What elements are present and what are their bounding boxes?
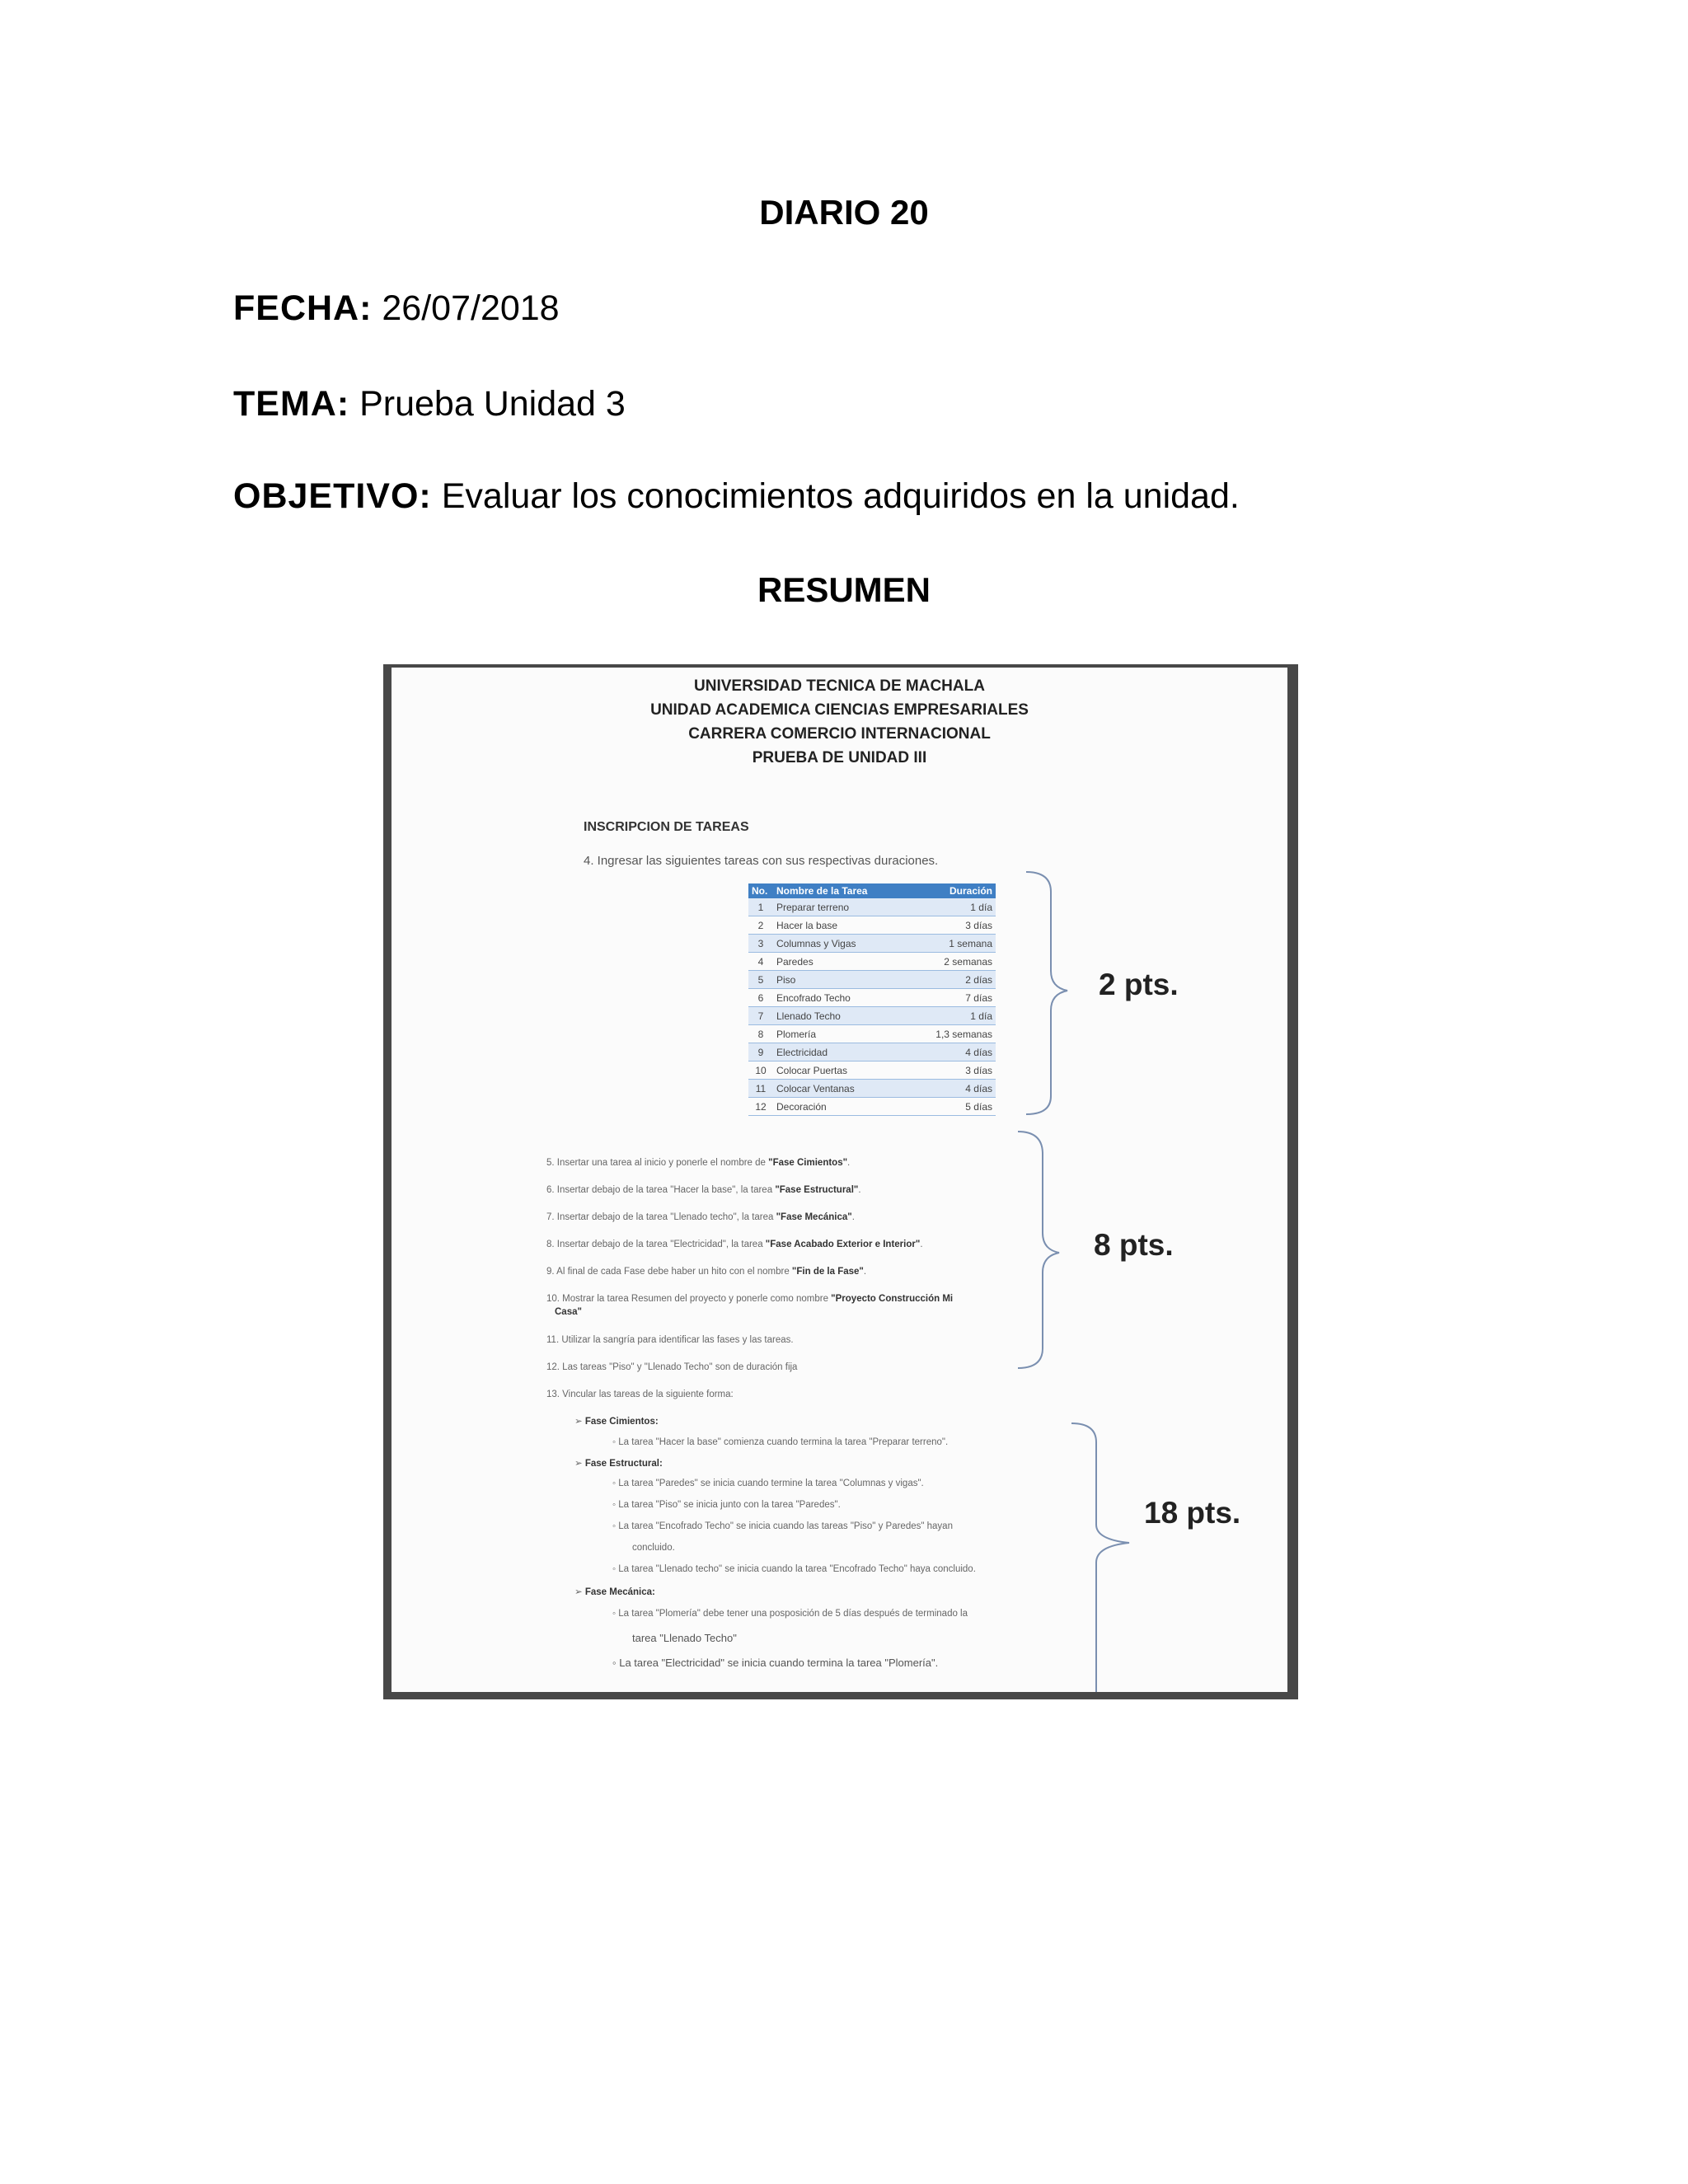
objetivo-label: OBJETIVO:	[233, 476, 432, 516]
item-text: 9. Al final de cada Fase debe haber un hito con el nombre	[546, 1267, 792, 1277]
cell-task-name: Colocar Puertas	[773, 1062, 908, 1080]
linking-item	[612, 1479, 924, 1488]
list-item	[546, 1240, 923, 1249]
item-suffix: .	[851, 1212, 855, 1222]
list-item	[546, 1335, 794, 1345]
cell-duration: 1 semana	[908, 935, 996, 953]
linking-text: La tarea "Plomería" debe tener una posposición de 5 días después de terminado la	[618, 1609, 968, 1619]
exam-header-line-1: UNIVERSIDAD TECNICA DE MACHALA	[694, 677, 985, 695]
cell-no: 11	[748, 1080, 773, 1098]
item-text: 12. Las tareas "Piso" y "Llenado Techo" son de duración fija	[546, 1362, 798, 1372]
exam-sheet	[392, 668, 1287, 1692]
bullet-icon: ➢	[574, 1417, 585, 1427]
linking-item	[612, 1437, 948, 1447]
exam-header-line-4: PRUEBA DE UNIDAD III	[752, 749, 927, 766]
list-item	[546, 1294, 953, 1304]
linking-item	[632, 1632, 737, 1644]
cell-no: 4	[748, 953, 773, 971]
item-text: 13. Vincular las tareas de la siguiente forma:	[546, 1390, 734, 1399]
fecha-field	[233, 288, 560, 329]
item-text: 6. Insertar debajo de la tarea "Hacer la base", la tarea	[546, 1185, 776, 1195]
cell-duration: 1,3 semanas	[908, 1025, 996, 1043]
linking-text: La tarea "Hacer la base" comienza cuando termina la tarea "Preparar terreno".	[618, 1437, 949, 1447]
linking-text: Fase Mecánica:	[584, 1587, 655, 1597]
cell-task-name: Plomería	[773, 1025, 908, 1043]
item-emphasis: "Fase Cimientos"	[768, 1158, 848, 1168]
item-text: 7. Insertar debajo de la tarea "Llenado techo", la tarea	[546, 1212, 776, 1222]
bullet-icon: ◦	[612, 1657, 620, 1669]
list-item	[555, 1307, 582, 1317]
fecha-label: FECHA:	[233, 288, 373, 328]
exam-photo	[383, 664, 1298, 1699]
item-text: 8. Insertar debajo de la tarea "Electricidad", la tarea	[546, 1240, 766, 1249]
cell-task-name: Preparar terreno	[773, 898, 908, 916]
cell-duration: 5 días	[908, 1098, 996, 1116]
objetivo-value: Evaluar los conocimientos adquiridos en la unidad.	[441, 476, 1240, 516]
fecha-value: 26/07/2018	[382, 288, 560, 328]
cell-task-name: Decoración	[773, 1098, 908, 1116]
item-text: 10. Mostrar la tarea Resumen del proyecto y ponerle como nombre	[546, 1294, 832, 1304]
points-label-8: 8 pts.	[1094, 1228, 1174, 1262]
exam-header-line-2: UNIDAD ACADEMICA CIENCIAS EMPRESARIALES	[650, 701, 1029, 719]
item-suffix: .	[863, 1267, 867, 1277]
bullet-icon: ◦	[612, 1437, 619, 1447]
cell-no: 1	[748, 898, 773, 916]
cell-task-name: Columnas y Vigas	[773, 935, 908, 953]
linking-item	[632, 1543, 675, 1553]
bullet-icon: ➢	[574, 1587, 585, 1597]
cell-duration: 2 semanas	[908, 953, 996, 971]
item-emphasis: "Fin de la Fase"	[791, 1267, 864, 1277]
cell-task-name: Hacer la base	[773, 916, 908, 935]
cell-duration: 3 días	[908, 916, 996, 935]
cell-no: 5	[748, 971, 773, 989]
item-emphasis: "Fase Mecánica"	[776, 1212, 852, 1222]
linking-text: La tarea "Piso" se inicia junto con la tarea "Paredes".	[618, 1500, 841, 1510]
tema-field	[233, 384, 626, 424]
cell-no: 9	[748, 1043, 773, 1062]
linking-text: concluido.	[632, 1543, 675, 1553]
cell-duration: 3 días	[908, 1062, 996, 1080]
section-heading: INSCRIPCION DE TAREAS	[584, 820, 749, 834]
list-item	[546, 1158, 850, 1168]
cell-duration: 1 día	[908, 1007, 996, 1025]
bullet-icon: ➢	[574, 1459, 585, 1469]
linking-item	[612, 1521, 953, 1531]
cell-duration: 2 días	[908, 971, 996, 989]
bullet-icon: ◦	[612, 1500, 619, 1510]
cell-no: 12	[748, 1098, 773, 1116]
cell-task-name: Encofrado Techo	[773, 989, 908, 1007]
cell-task-name: Electricidad	[773, 1043, 908, 1062]
tema-label: TEMA:	[233, 384, 350, 424]
cell-no: 3	[748, 935, 773, 953]
cell-no: 6	[748, 989, 773, 1007]
phase-heading	[574, 1457, 663, 1469]
bullet-icon: ◦	[612, 1521, 619, 1531]
list-item	[546, 1212, 855, 1222]
bullet-icon: ◦	[612, 1564, 619, 1574]
bullet-icon: ◦	[612, 1479, 619, 1488]
linking-item	[612, 1564, 976, 1574]
cell-task-name: Paredes	[773, 953, 908, 971]
linking-text: Fase Cimientos:	[584, 1417, 659, 1427]
cell-duration: 1 día	[908, 898, 996, 916]
list-item	[546, 1362, 797, 1372]
point-braces	[392, 668, 1287, 1692]
list-item	[546, 1267, 866, 1277]
item-emphasis: "Proyecto Construcción Mi	[831, 1294, 954, 1304]
list-item	[546, 1390, 734, 1399]
item-suffix: .	[920, 1240, 923, 1249]
objetivo-field	[233, 476, 1240, 517]
resumen-heading: RESUMEN	[757, 570, 931, 609]
linking-text: tarea "Llenado Techo"	[632, 1632, 737, 1644]
item-text: 5. Insertar una tarea al inicio y ponerle el nombre de	[546, 1158, 769, 1168]
tema-value: Prueba Unidad 3	[359, 384, 626, 424]
linking-item	[612, 1657, 938, 1669]
cell-duration: 4 días	[908, 1080, 996, 1098]
col-header-duration: Duración	[908, 883, 996, 898]
linking-text: La tarea "Electricidad" se inicia cuando termina la tarea "Plomería".	[619, 1657, 939, 1669]
linking-item	[612, 1609, 968, 1619]
linking-text: Fase Estructural:	[584, 1459, 663, 1469]
item-text: 11. Utilizar la sangría para identificar las fases y las tareas.	[546, 1335, 794, 1345]
cell-task-name: Colocar Ventanas	[773, 1080, 908, 1098]
item-suffix: .	[858, 1185, 861, 1195]
linking-text: La tarea "Paredes" se inicia cuando termine la tarea "Columnas y vigas".	[618, 1479, 924, 1488]
item-emphasis: "Fase Estructural"	[775, 1185, 859, 1195]
item-suffix: .	[847, 1158, 851, 1168]
item-emphasis: Casa"	[555, 1307, 582, 1317]
cell-no: 7	[748, 1007, 773, 1025]
cell-task-name: Piso	[773, 971, 908, 989]
item-emphasis: "Fase Acabado Exterior e Interior"	[765, 1240, 921, 1249]
cell-no: 8	[748, 1025, 773, 1043]
points-label-18: 18 pts.	[1144, 1496, 1241, 1530]
cell-duration: 7 días	[908, 989, 996, 1007]
points-label-2: 2 pts.	[1099, 968, 1179, 1001]
exam-header-line-3: CARRERA COMERCIO INTERNACIONAL	[688, 725, 991, 743]
cell-task-name: Llenado Techo	[773, 1007, 908, 1025]
linking-item	[612, 1500, 841, 1510]
bullet-icon: ◦	[612, 1609, 619, 1619]
linking-text: La tarea "Llenado techo" se inicia cuando la tarea "Encofrado Techo" haya concluido.	[618, 1564, 976, 1574]
linking-text: La tarea "Encofrado Techo" se inicia cuando las tareas "Piso" y Paredes" hayan	[618, 1521, 953, 1531]
phase-heading	[574, 1586, 655, 1597]
cell-no: 10	[748, 1062, 773, 1080]
phase-heading	[574, 1415, 659, 1427]
list-item	[546, 1185, 861, 1195]
question-4: 4. Ingresar las siguientes tareas con sus respectivas duraciones.	[584, 854, 939, 868]
col-header-no: No.	[748, 883, 773, 898]
document-title: DIARIO 20	[759, 193, 929, 232]
col-header-name: Nombre de la Tarea	[773, 883, 908, 898]
cell-no: 2	[748, 916, 773, 935]
cell-duration: 4 días	[908, 1043, 996, 1062]
